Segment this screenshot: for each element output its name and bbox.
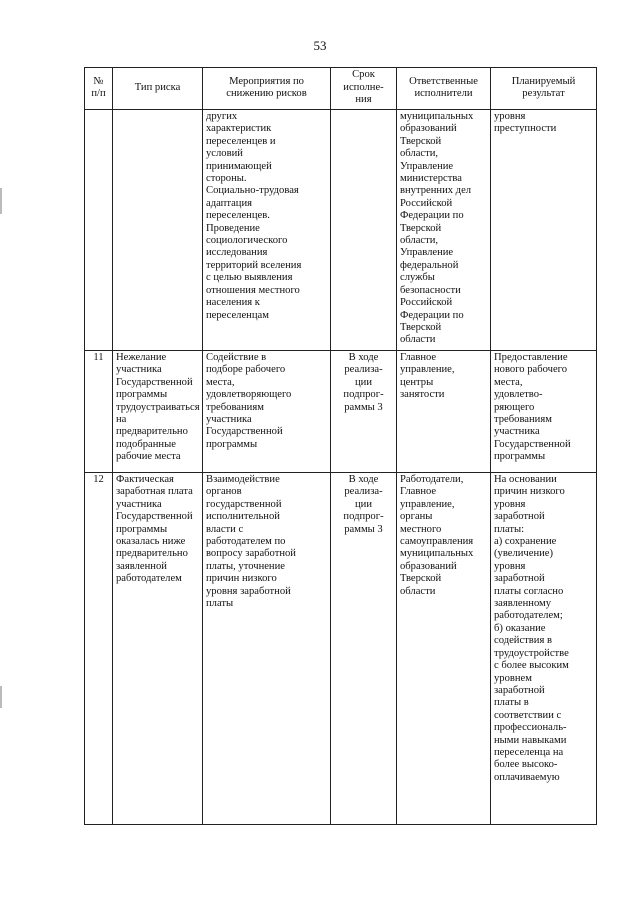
page-number: 53 (313, 38, 327, 53)
cell-result: На основании причин низкого уровня заработной платы: а) сохранение (увеличение) уровня заработной платы согласно заявленному работодателем; б) оказание содействия в трудоустройстве с более высоким уровнем заработной платы в соответствии с профессиональ- ными навыками переселенца на более высоко- оплачиваемую (491, 473, 597, 825)
header-number: № п/п (85, 68, 113, 110)
header-responsible: Ответственные исполнители (397, 68, 491, 110)
cell-term: В ходе реализа- ции подпрог- раммы 3 (331, 473, 397, 825)
header-risk-type: Тип риска (113, 68, 203, 110)
table-row (85, 110, 597, 351)
cell-result: Предоставление нового рабочего места, удовлетво- ряющего требованиям участника Государственной программы (491, 351, 597, 473)
table-row (85, 351, 597, 473)
header-measures: Мероприятия по снижению рисков (203, 68, 331, 110)
cell-responsible: Работодатели, Главное управление, органы местного самоуправления муниципальных образований Тверской области (397, 473, 491, 825)
cell-term (331, 110, 397, 351)
cell-measures: Содействие в подборе рабочего места, удовлетворяющего требованиям участника Государственной программы (203, 351, 331, 473)
table-header-row (85, 68, 597, 110)
cell-risk-type: Нежелание участника Государственной программы трудоустраиваться на предварительно подобранные рабочие места (113, 351, 203, 473)
scan-mark (0, 686, 2, 708)
cell-risk-type: Фактическая заработная плата участника Государственной программы оказалась ниже предварительно заявленной работодателем (113, 473, 203, 825)
header-result: Планируемый результат (491, 68, 597, 110)
risk-table (84, 67, 597, 825)
cell-number (85, 110, 113, 351)
cell-number: 12 (85, 473, 113, 825)
cell-risk-type (113, 110, 203, 351)
cell-result: уровня преступности (491, 110, 597, 351)
cell-measures: других характеристик переселенцев и условий принимающей стороны. Социально-трудовая адаптация переселенцев. Проведение социологического исследования территорий вселения с целью выявления отношения местного населения к переселенцам (203, 110, 331, 351)
scan-mark (0, 188, 2, 214)
cell-term: В ходе реализа- ции подпрог- раммы 3 (331, 351, 397, 473)
cell-measures: Взаимодействие органов государственной исполнительной власти с работодателем по вопросу заработной платы, уточнение причин низкого уровня заработной платы (203, 473, 331, 825)
cell-responsible: муниципальных образований Тверской области, Управление министерства внутренних дел Российской Федерации по Тверской области, Управление федеральной службы безопасности Российской Федерации по Тверской области (397, 110, 491, 351)
cell-number: 11 (85, 351, 113, 473)
cell-responsible: Главное управление, центры занятости (397, 351, 491, 473)
header-term: Срок исполне- ния (331, 68, 397, 110)
table-row (85, 473, 597, 825)
